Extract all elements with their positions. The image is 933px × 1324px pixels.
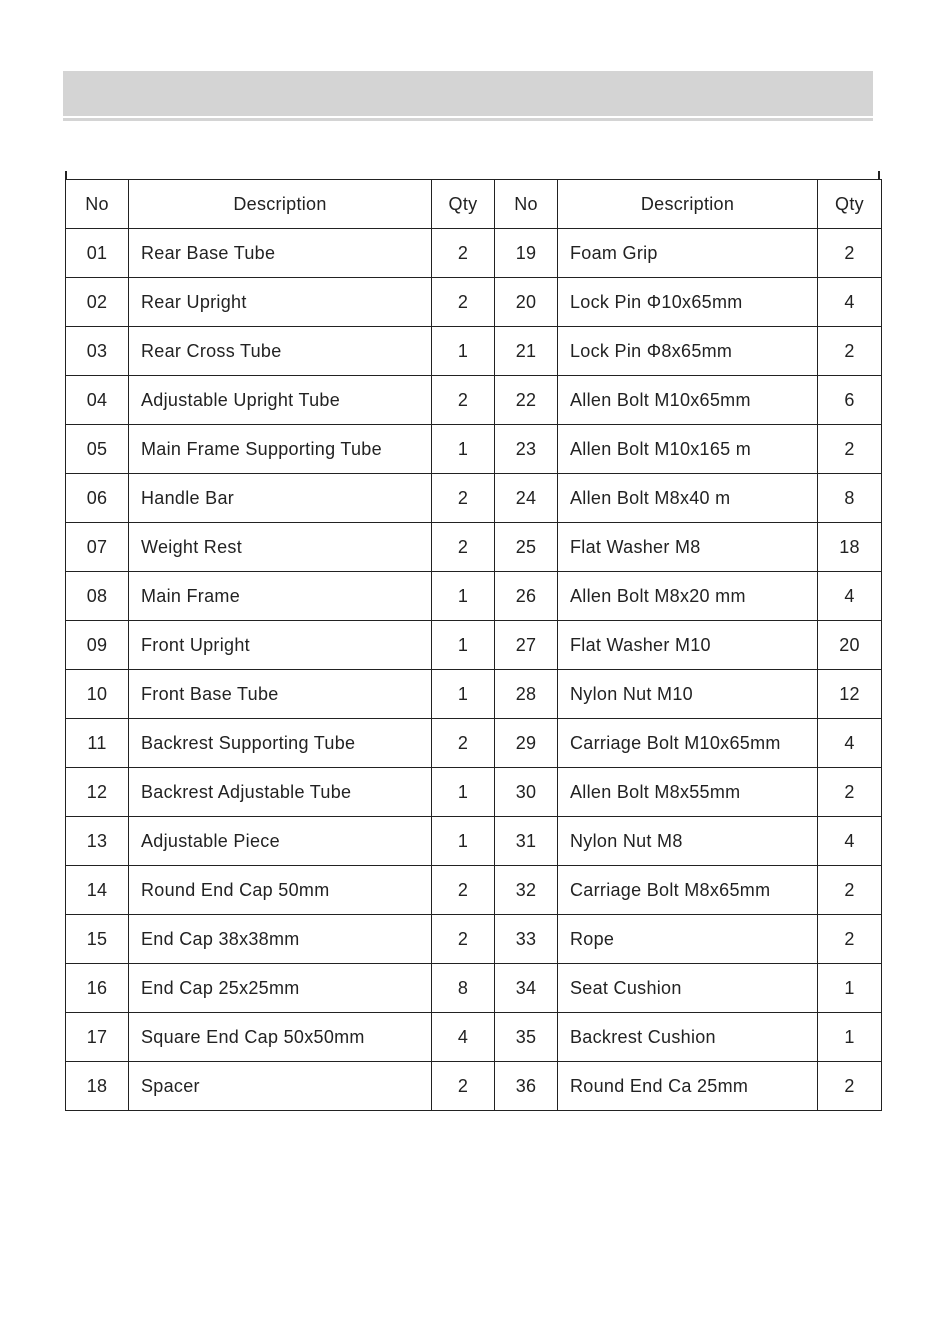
part-quantity: 20 [818, 621, 882, 670]
part-quantity: 18 [818, 523, 882, 572]
header-band [63, 71, 873, 116]
table-row [66, 376, 882, 425]
table-row [66, 327, 882, 376]
part-quantity: 2 [818, 327, 882, 376]
part-description: Lock Pin Φ10x65mm [558, 278, 818, 327]
part-quantity: 4 [818, 278, 882, 327]
part-number: 12 [66, 768, 129, 817]
part-number: 18 [66, 1062, 129, 1111]
part-number: 32 [495, 866, 558, 915]
part-description: Flat Washer M8 [558, 523, 818, 572]
table-row [66, 523, 882, 572]
part-quantity: 2 [432, 229, 495, 278]
part-number: 10 [66, 670, 129, 719]
table-row [66, 278, 882, 327]
parts-list-table [65, 179, 882, 1111]
part-description: Front Upright [129, 621, 432, 670]
part-quantity: 2 [818, 425, 882, 474]
table-row [66, 768, 882, 817]
part-description: Weight Rest [129, 523, 432, 572]
part-description: End Cap 38x38mm [129, 915, 432, 964]
part-number: 22 [495, 376, 558, 425]
part-description: Allen Bolt M8x55mm [558, 768, 818, 817]
part-description: Front Base Tube [129, 670, 432, 719]
part-description: Square End Cap 50x50mm [129, 1013, 432, 1062]
part-description: Spacer [129, 1062, 432, 1111]
part-description: Foam Grip [558, 229, 818, 278]
part-description: Carriage Bolt M8x65mm [558, 866, 818, 915]
table-row [66, 425, 882, 474]
part-description: Main Frame [129, 572, 432, 621]
part-description: Round End Ca 25mm [558, 1062, 818, 1111]
part-quantity: 1 [432, 670, 495, 719]
part-number: 06 [66, 474, 129, 523]
table-row [66, 621, 882, 670]
part-description: Adjustable Upright Tube [129, 376, 432, 425]
part-number: 11 [66, 719, 129, 768]
header-qty-left: Qty [432, 180, 495, 229]
part-number: 31 [495, 817, 558, 866]
part-number: 15 [66, 915, 129, 964]
header-divider [63, 118, 873, 121]
part-number: 01 [66, 229, 129, 278]
header-no-left: No [66, 180, 129, 229]
part-quantity: 2 [818, 768, 882, 817]
part-number: 26 [495, 572, 558, 621]
part-number: 21 [495, 327, 558, 376]
table-row [66, 866, 882, 915]
part-quantity: 1 [432, 572, 495, 621]
table-row [66, 572, 882, 621]
part-number: 27 [495, 621, 558, 670]
part-description: Main Frame Supporting Tube [129, 425, 432, 474]
part-quantity: 2 [818, 866, 882, 915]
part-description: End Cap 25x25mm [129, 964, 432, 1013]
part-description: Round End Cap 50mm [129, 866, 432, 915]
part-description: Nylon Nut M10 [558, 670, 818, 719]
part-number: 16 [66, 964, 129, 1013]
part-quantity: 12 [818, 670, 882, 719]
part-description: Allen Bolt M8x20 mm [558, 572, 818, 621]
part-quantity: 2 [818, 229, 882, 278]
part-description: Backrest Supporting Tube [129, 719, 432, 768]
part-number: 29 [495, 719, 558, 768]
part-number: 33 [495, 915, 558, 964]
part-number: 35 [495, 1013, 558, 1062]
header-qty-right: Qty [818, 180, 882, 229]
part-quantity: 1 [432, 817, 495, 866]
part-description: Backrest Cushion [558, 1013, 818, 1062]
part-quantity: 4 [432, 1013, 495, 1062]
part-description: Lock Pin Φ8x65mm [558, 327, 818, 376]
part-quantity: 1 [432, 621, 495, 670]
part-description: Seat Cushion [558, 964, 818, 1013]
table-row [66, 1062, 882, 1111]
part-number: 23 [495, 425, 558, 474]
part-quantity: 2 [432, 915, 495, 964]
part-quantity: 4 [818, 572, 882, 621]
part-description: Handle Bar [129, 474, 432, 523]
part-quantity: 2 [432, 474, 495, 523]
part-quantity: 8 [818, 474, 882, 523]
part-quantity: 1 [432, 425, 495, 474]
table-row [66, 474, 882, 523]
part-quantity: 2 [432, 278, 495, 327]
header-description-right: Description [558, 180, 818, 229]
part-description: Rear Cross Tube [129, 327, 432, 376]
part-quantity: 6 [818, 376, 882, 425]
part-description: Nylon Nut M8 [558, 817, 818, 866]
part-description: Allen Bolt M10x65mm [558, 376, 818, 425]
part-number: 30 [495, 768, 558, 817]
part-description: Allen Bolt M8x40 m [558, 474, 818, 523]
part-quantity: 2 [818, 1062, 882, 1111]
part-number: 24 [495, 474, 558, 523]
part-number: 34 [495, 964, 558, 1013]
part-quantity: 1 [432, 327, 495, 376]
part-quantity: 2 [432, 866, 495, 915]
part-quantity: 1 [818, 964, 882, 1013]
table-row [66, 670, 882, 719]
table-row [66, 915, 882, 964]
part-number: 28 [495, 670, 558, 719]
part-number: 17 [66, 1013, 129, 1062]
part-number: 08 [66, 572, 129, 621]
part-number: 19 [495, 229, 558, 278]
part-description: Rear Upright [129, 278, 432, 327]
header-description-left: Description [129, 180, 432, 229]
part-quantity: 2 [818, 915, 882, 964]
table-row [66, 1013, 882, 1062]
part-quantity: 1 [818, 1013, 882, 1062]
part-quantity: 4 [818, 817, 882, 866]
part-quantity: 2 [432, 719, 495, 768]
table-body [66, 229, 882, 1111]
part-number: 20 [495, 278, 558, 327]
part-description: Rope [558, 915, 818, 964]
part-quantity: 8 [432, 964, 495, 1013]
part-number: 13 [66, 817, 129, 866]
part-quantity: 4 [818, 719, 882, 768]
part-number: 07 [66, 523, 129, 572]
part-number: 14 [66, 866, 129, 915]
part-description: Rear Base Tube [129, 229, 432, 278]
part-quantity: 2 [432, 1062, 495, 1111]
table-row [66, 719, 882, 768]
part-description: Backrest Adjustable Tube [129, 768, 432, 817]
header-no-right: No [495, 180, 558, 229]
part-number: 04 [66, 376, 129, 425]
table-row [66, 964, 882, 1013]
part-number: 25 [495, 523, 558, 572]
part-quantity: 1 [432, 768, 495, 817]
part-description: Adjustable Piece [129, 817, 432, 866]
part-number: 09 [66, 621, 129, 670]
part-number: 36 [495, 1062, 558, 1111]
table-header-row [66, 180, 882, 229]
part-description: Carriage Bolt M10x65mm [558, 719, 818, 768]
part-number: 03 [66, 327, 129, 376]
part-description: Allen Bolt M10x165 m [558, 425, 818, 474]
table-row [66, 817, 882, 866]
part-description: Flat Washer M10 [558, 621, 818, 670]
part-number: 02 [66, 278, 129, 327]
table-row [66, 229, 882, 278]
part-quantity: 2 [432, 376, 495, 425]
part-quantity: 2 [432, 523, 495, 572]
part-number: 05 [66, 425, 129, 474]
